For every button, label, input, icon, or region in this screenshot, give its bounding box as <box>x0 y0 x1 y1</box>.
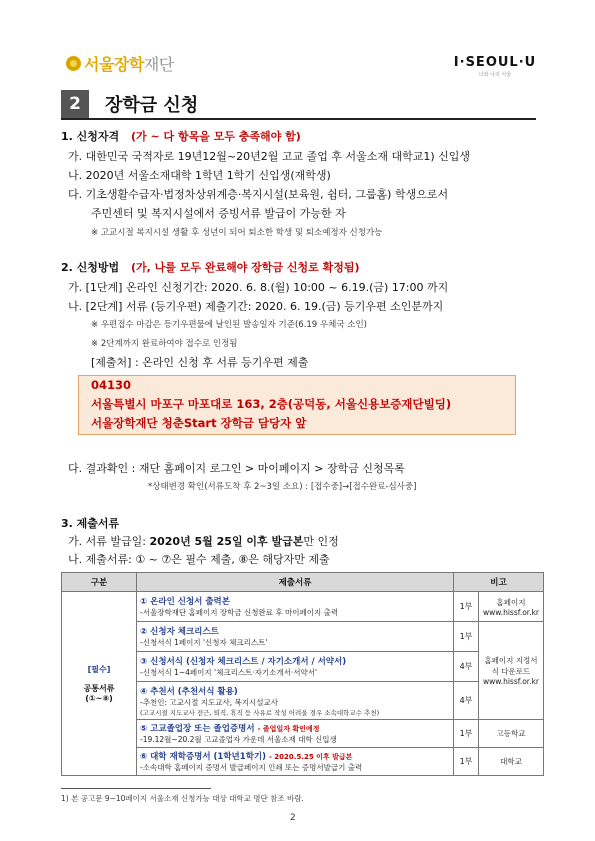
documents-item-a-bold: 2020년 5월 25일 이후 발급본 <box>149 535 304 548</box>
table-header-category: 구분 <box>62 573 137 592</box>
row-title: ④ 추천서 (추천서식 활용) <box>140 686 238 697</box>
row-qty: 1부 <box>454 748 479 776</box>
table-row <box>137 622 454 652</box>
address-recipient: 서울장학재단 청춘Start 장학금 담당자 앞 <box>91 416 307 430</box>
logo-text-a: 서울장학 <box>84 54 144 74</box>
method-note-2: ※ 2단계까지 완료하여야 접수로 인정됨 <box>91 339 238 349</box>
documents-heading: 3. 제출서류 <box>61 517 120 530</box>
qualification-item-c-cont: 주민센터 및 복지시설에서 증빙서류 발급이 가능한 자 <box>91 207 346 220</box>
row-note: 홈페이지 www.hissf.or.kr <box>479 592 544 622</box>
row-desc: -소속대학 홈페이지 증명서 발급페이지 인쇄 또는 증명서발급기 출력 <box>140 763 363 772</box>
documents-table <box>61 572 544 776</box>
row-title: ⑤ 고교졸업장 또는 졸업증명서 <box>140 724 255 734</box>
section-divider <box>61 118 536 120</box>
table-row <box>137 748 454 776</box>
category-required: [필수] <box>87 665 111 674</box>
iseoulu-logo <box>440 55 550 78</box>
row-desc: -신청서식 1~4페이지 '체크리스트·자기소개서·서약서' <box>140 668 318 677</box>
address-postcode: 04130 <box>91 378 132 392</box>
row-desc: -추천인: 고교시절 지도교사, 복지시설교사 <box>140 697 278 707</box>
documents-item-a-prefix: 가. 서류 발급일: <box>68 535 150 548</box>
table-row <box>137 720 454 748</box>
row-qty: 4부 <box>454 682 479 720</box>
row-title: ② 신청자 체크리스트 <box>140 627 219 637</box>
row-qty: 1부 <box>454 622 479 652</box>
table-header-documents: 제출서류 <box>137 573 454 592</box>
table-header-remarks: 비고 <box>454 573 544 592</box>
row-desc: -19.12월~20.2월 고교졸업자 가운데 서울소재 대학 신입생 <box>140 735 337 744</box>
foundation-logo <box>66 50 174 76</box>
row-desc-extra: (고교시절 지도교사 전근, 퇴직, 휴직 등 사유로 작성 어려울 경우 소속대학교수 추천) <box>140 708 380 717</box>
footnote-divider <box>61 788 211 789</box>
row-title: ① 온라인 신청서 출력본 <box>140 597 230 607</box>
section-title: 장학금 신청 <box>105 95 199 116</box>
footnote: 1) 본 공고문 9~10페이지 서울소재 신청가능 대상 대학교 명단 참조 바람. <box>61 794 304 803</box>
table-row <box>137 652 454 682</box>
table-row <box>137 592 454 622</box>
result-check: 다. 결과확인 : 재단 홈페이지 로그인 > 마이페이지 > 장학금 신청목록 <box>68 462 405 475</box>
row-qty: 4부 <box>454 652 479 682</box>
iseoulu-text: I·SEOUL·U <box>453 55 537 70</box>
method-item-a: 가. [1단계] 온라인 신청기간: 2020. 6. 8.(월) 10:00 ~ 6.19.(금) 17:00 까지 <box>68 281 449 294</box>
seal-icon <box>66 56 81 71</box>
row-note: 대학교 <box>479 748 544 776</box>
method-item-b: 나. [2단계] 서류 (등기우편) 제출기간: 2020. 6. 19.(금) 등기우편 소인분까지 <box>68 300 444 313</box>
row-note: 고등학교 <box>479 720 544 748</box>
row-title: ③ 신청서식 (신청자 체크리스트 / 자기소개서 / 서약서) <box>140 657 347 667</box>
qualification-heading-text: 1. 신청자격 <box>61 130 120 143</box>
table-category-cell <box>62 592 137 776</box>
row-desc: -서울장학재단 홈페이지 장학금 신청완료 후 마이페이지 출력 <box>140 608 339 617</box>
qualification-heading <box>61 128 301 144</box>
row-qty: 1부 <box>454 592 479 622</box>
method-heading <box>61 259 360 275</box>
row-title: ⑥ 대학 재학증명서 (1학년1학기) <box>140 752 266 762</box>
documents-item-b: 나. 제출서류: ① ~ ⑦은 필수 제출, ⑧은 해당자만 제출 <box>68 553 330 566</box>
row-title-note: - 2020.5.25 이후 발급본 <box>268 753 353 761</box>
method-heading-note: (가, 나를 모두 완료해야 장학금 신청로 확정됨) <box>131 261 360 274</box>
row-note: 홈페이지 지정서식 다운로드 www.hissf.or.kr <box>479 622 544 720</box>
row-desc: -신청서식 1페이지 '신청자 체크리스트' <box>140 638 268 647</box>
row-qty: 1부 <box>454 720 479 748</box>
qualification-note: ※ 고교시절 복지시설 생활 후 성년이 되어 퇴소한 학생 및 퇴소예정자 신청가능 <box>91 228 383 238</box>
iseoulu-subtext: 너와 나의 서울 <box>478 72 512 78</box>
status-change-note: *상태변경 확인(서류도착 후 2~3일 소요) : [접수중]→[접수완료-심사중] <box>148 482 417 492</box>
qualification-heading-note: (가 ~ 다 항목을 모두 충족해야 함) <box>131 130 301 143</box>
submit-to: [제출처] : 온라인 신청 후 서류 등기우편 제출 <box>91 356 309 369</box>
row-title-note: - 졸업일자 확인예정 <box>257 725 320 733</box>
logo-text-b: 재단 <box>143 54 174 74</box>
method-heading-text: 2. 신청방법 <box>61 261 120 274</box>
qualification-item-a: 가. 대한민국 국적자로 19년12월~20년2월 고교 졸업 후 서울소재 대학교1) 신입생 <box>68 150 470 163</box>
category-range: (①~⑧) <box>85 694 113 703</box>
documents-item-a <box>68 533 339 549</box>
category-common: 공통서류 <box>83 684 115 693</box>
page-number: 2 <box>290 813 296 823</box>
method-note-1: ※ 우편접수 마감은 등기우편물에 날인된 발송일자 기준(6.19 우체국 소인) <box>91 320 367 330</box>
qualification-item-c: 다. 기초생활수급자·법정차상위계층·복지시설(보육원, 쉼터, 그룹홈) 학생으로서 <box>68 188 449 201</box>
mailing-address-box <box>78 375 516 435</box>
qualification-item-b: 나. 2020년 서울소재대학 1학년 1학기 신입생(재학생) <box>68 169 331 182</box>
address-line: 서울특별시 마포구 마포대로 163, 2층(공덕동, 서울신용보증재단빌딩) <box>91 397 452 411</box>
table-row <box>137 682 454 720</box>
documents-item-a-suffix: 만 인정 <box>303 535 339 548</box>
section-number: 2 <box>61 90 89 118</box>
